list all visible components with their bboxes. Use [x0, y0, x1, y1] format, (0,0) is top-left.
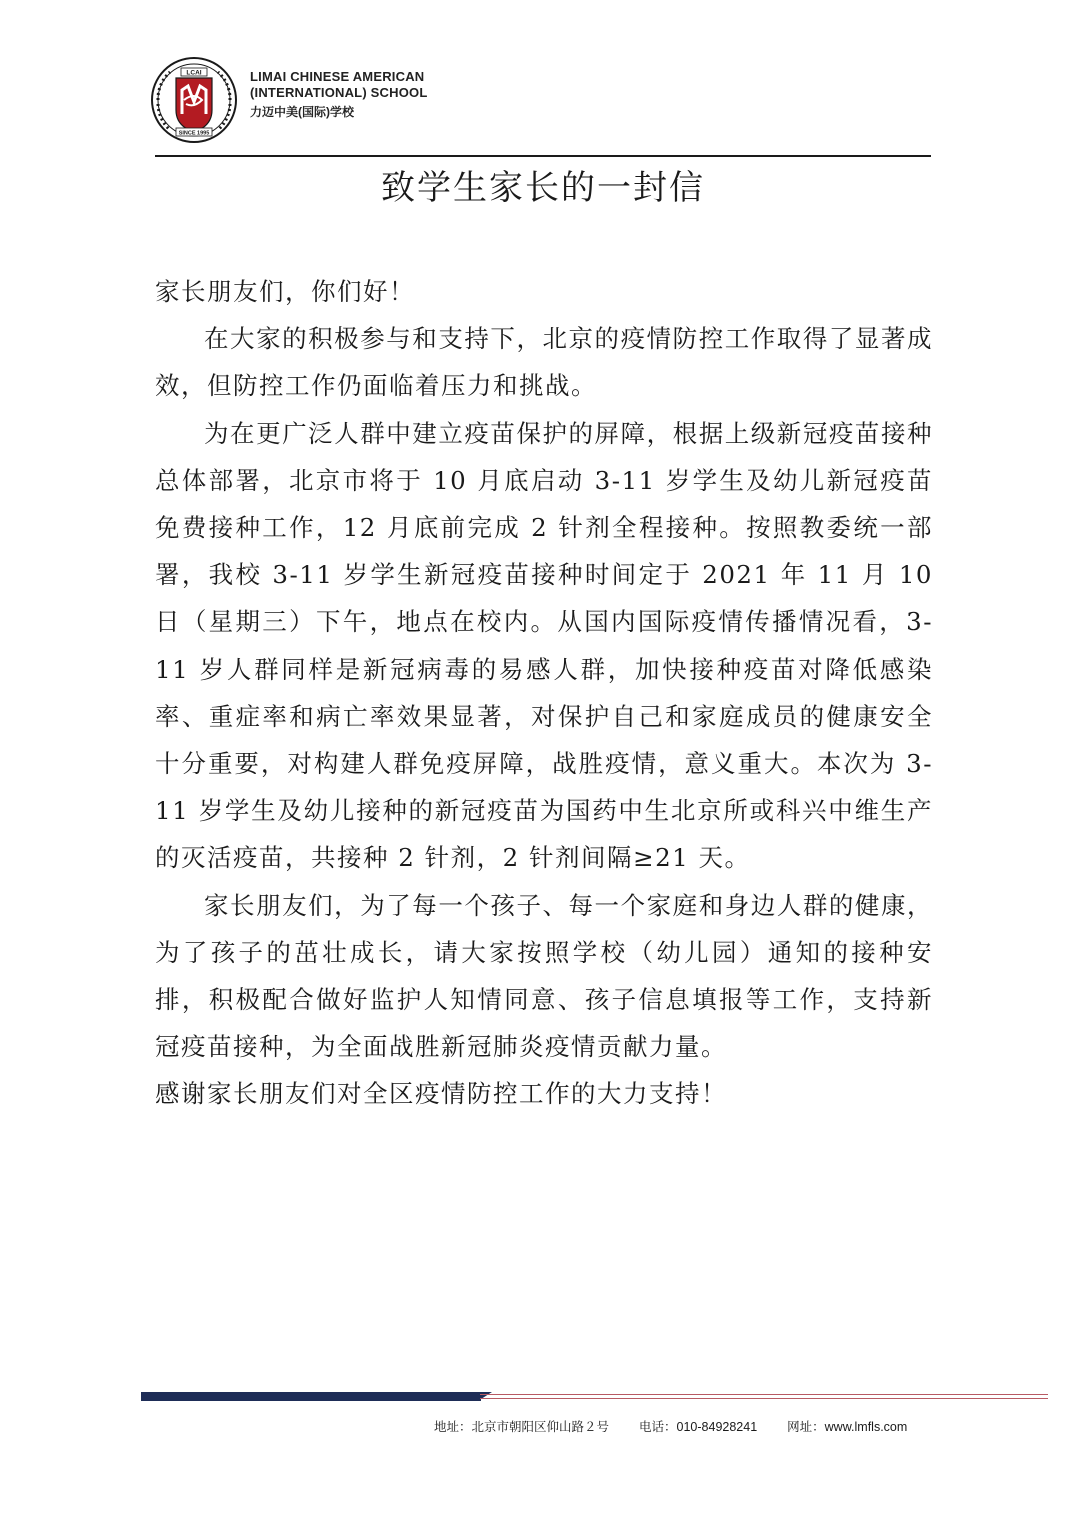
- letter-greeting: 家长朋友们，你们好！: [155, 277, 415, 306]
- letter-paragraph: 家长朋友们，为了每一个孩子、每一个家庭和身边人群的健康，为了孩子的茁壮成长，请大家按照学校（幼儿园）通知的接种安排，积极配合做好监护人知情同意、孩子信息填报等工作，支持新冠疫苗接种，为全面战胜新冠肺炎疫情贡献力量。: [155, 890, 933, 1062]
- footer-navy-bar: [141, 1392, 481, 1401]
- school-seal-logo: [150, 56, 238, 144]
- letter-paragraph: 在大家的积极参与和支持下，北京的疫情防控工作取得了显著成效，但防控工作仍面临着压力和挑战。: [155, 324, 933, 401]
- footer-contact-info: [434, 1417, 907, 1435]
- footer-red-line: [480, 1398, 1048, 1399]
- letter-paragraph: 为在更广泛人群中建立疫苗保护的屏障，根据上级新冠疫苗接种总体部署，北京市将于 10 月底启动 3-11 岁学生及幼儿新冠疫苗免费接种工作，12 月底前完成 2 针剂全程接种。按照教委统一部署，我校 3-11 岁学生新冠疫苗接种时间定于 2021 年 11 月 10 日（星期三）下午，地点在校内。从国内国际疫情传播情况看，3-11 岁人群同样是新冠病毒的易感人群，加快接种疫苗对降低感染率、重症率和病亡率效果显著，对保护自己和家庭成员的健康安全十分重要，对构建人群免疫屏障，战胜疫情，意义重大。本次为 3-11 岁学生及幼儿接种的新冠疫苗为国药中生北京所或科兴中维生产的灭活疫苗，共接种 2 针剂，2 针剂间隔≥21 天。: [155, 418, 933, 873]
- seal-top-text: LCAI: [186, 69, 202, 77]
- school-logo-block: [150, 56, 570, 146]
- letter-body: [155, 268, 933, 1118]
- seal-bottom-text: SINCE 1995: [178, 130, 210, 137]
- header-divider: [155, 155, 931, 157]
- footer-address: 地址：北京市朝阳区仰山路２号: [434, 1420, 610, 1434]
- letter-closing: 感谢家长朋友们对全区疫情防控工作的大力支持！: [155, 1079, 727, 1109]
- school-name-cn: 力迈中美(国际)学校: [250, 105, 354, 119]
- footer-red-line: [480, 1394, 1048, 1395]
- school-name-en-line2: (INTERNATIONAL) SCHOOL: [250, 85, 428, 100]
- school-name-en-line1: LIMAI CHINESE AMERICAN: [250, 69, 425, 84]
- footer-phone: 电话：010-84928241: [639, 1420, 758, 1434]
- footer-website: 网址：www.lmfls.com: [787, 1420, 908, 1434]
- letter-title: 致学生家长的一封信: [381, 168, 705, 208]
- school-name: [250, 69, 427, 121]
